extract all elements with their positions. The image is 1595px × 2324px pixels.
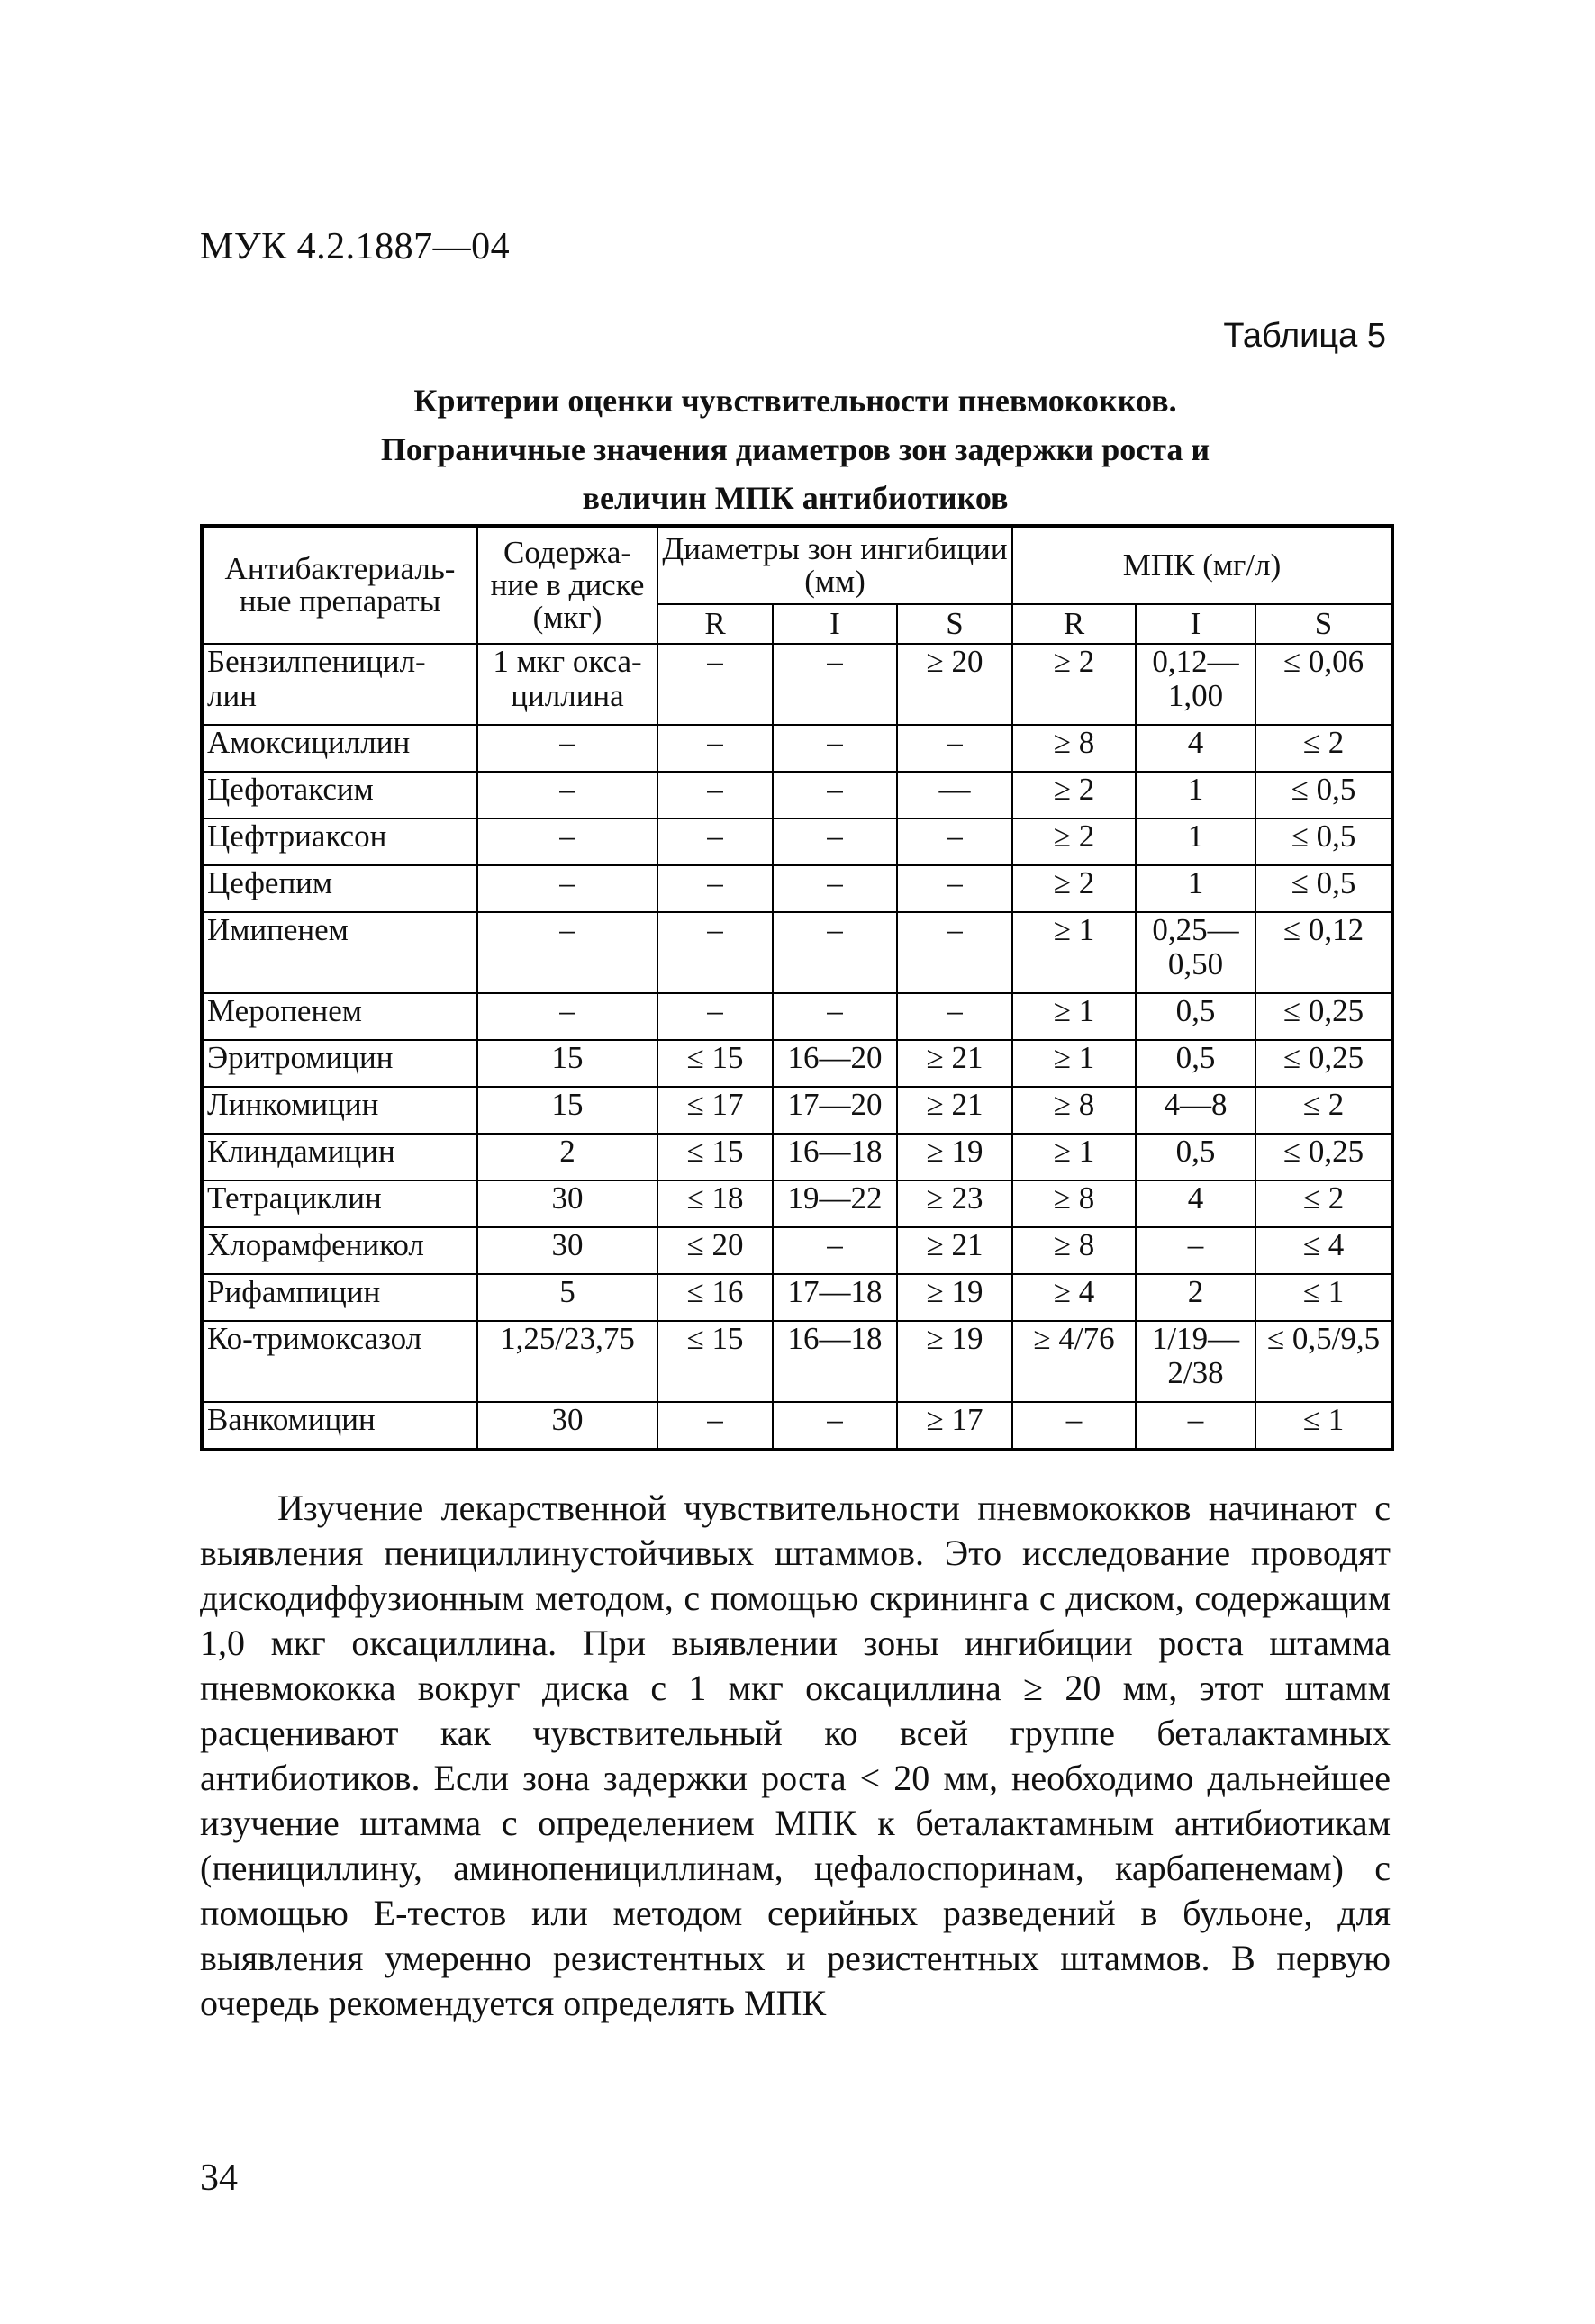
cell-zS: ≥ 21 <box>897 1227 1012 1274</box>
cell-zS: ≥ 21 <box>897 1087 1012 1134</box>
cell-zS: ≥ 19 <box>897 1274 1012 1321</box>
cell-zR: ≤ 15 <box>657 1040 773 1087</box>
cell-content: – <box>477 725 657 772</box>
cell-content: – <box>477 993 657 1040</box>
table-row <box>202 865 1392 912</box>
cell-mS: ≤ 4 <box>1255 1227 1392 1274</box>
cell-mS: ≤ 0,25 <box>1255 1040 1392 1087</box>
cell-zI: – <box>773 993 897 1040</box>
header-zone-s: S <box>897 604 1012 644</box>
cell-zR: – <box>657 912 773 993</box>
cell-mI: 1 <box>1136 818 1255 865</box>
cell-mS: ≤ 0,25 <box>1255 993 1392 1040</box>
cell-drug: Клиндамицин <box>202 1134 477 1180</box>
cell-drug: Бензилпеницил-лин <box>202 644 477 725</box>
cell-zI: 17—18 <box>773 1274 897 1321</box>
cell-drug: Рифампицин <box>202 1274 477 1321</box>
cell-zR: – <box>657 1402 773 1450</box>
table-row <box>202 993 1392 1040</box>
cell-mI: 0,12—1,00 <box>1136 644 1255 725</box>
cell-mI: 0,5 <box>1136 1040 1255 1087</box>
cell-mR: ≥ 4 <box>1012 1274 1136 1321</box>
cell-zI: 16—18 <box>773 1321 897 1402</box>
table-caption <box>200 376 1391 522</box>
cell-mI: 1 <box>1136 865 1255 912</box>
cell-mI: 4 <box>1136 1180 1255 1227</box>
cell-zR: ≤ 20 <box>657 1227 773 1274</box>
cell-zI: – <box>773 1402 897 1450</box>
cell-mR: ≥ 1 <box>1012 1040 1136 1087</box>
caption-line-1: Критерии оценки чувствительности пневмококков. <box>413 383 1177 419</box>
cell-zR: – <box>657 818 773 865</box>
table-row <box>202 772 1392 818</box>
cell-content: 1 мкг окса-циллина <box>477 644 657 725</box>
cell-zI: – <box>773 1227 897 1274</box>
cell-mI: 1 <box>1136 772 1255 818</box>
cell-zS: ≥ 20 <box>897 644 1012 725</box>
table-row <box>202 1274 1392 1321</box>
table-body <box>202 644 1392 1450</box>
cell-zI: 17—20 <box>773 1087 897 1134</box>
cell-drug: Ванкомицин <box>202 1402 477 1450</box>
cell-content: 1,25/23,75 <box>477 1321 657 1402</box>
cell-mS: ≤ 2 <box>1255 725 1392 772</box>
cell-mR: – <box>1012 1402 1136 1450</box>
header-disc-content: Содержа-ние в диске (мкг) <box>477 526 657 644</box>
cell-content: 5 <box>477 1274 657 1321</box>
cell-drug: Амоксициллин <box>202 725 477 772</box>
cell-drug: Имипенем <box>202 912 477 993</box>
cell-zS: – <box>897 912 1012 993</box>
cell-zR: ≤ 18 <box>657 1180 773 1227</box>
cell-mI: 4 <box>1136 725 1255 772</box>
cell-mR: ≥ 8 <box>1012 1087 1136 1134</box>
cell-mS: ≤ 1 <box>1255 1402 1392 1450</box>
cell-drug: Ко-тримоксазол <box>202 1321 477 1402</box>
cell-drug: Хлорамфеникол <box>202 1227 477 1274</box>
cell-content: 15 <box>477 1087 657 1134</box>
cell-mR: ≥ 4/76 <box>1012 1321 1136 1402</box>
cell-mS: ≤ 0,25 <box>1255 1134 1392 1180</box>
cell-content: – <box>477 772 657 818</box>
cell-drug: Тетрациклин <box>202 1180 477 1227</box>
cell-mI: 0,5 <box>1136 993 1255 1040</box>
cell-zS: ≥ 19 <box>897 1321 1012 1402</box>
cell-mI: – <box>1136 1227 1255 1274</box>
cell-drug: Линкомицин <box>202 1087 477 1134</box>
cell-zS: ≥ 19 <box>897 1134 1012 1180</box>
table-row <box>202 912 1392 993</box>
cell-zI: 16—18 <box>773 1134 897 1180</box>
cell-zR: – <box>657 644 773 725</box>
table-row <box>202 1134 1392 1180</box>
table-row <box>202 1040 1392 1087</box>
table-row <box>202 1180 1392 1227</box>
cell-mR: ≥ 2 <box>1012 865 1136 912</box>
cell-zR: – <box>657 725 773 772</box>
cell-content: – <box>477 865 657 912</box>
cell-content: 30 <box>477 1227 657 1274</box>
cell-mI: – <box>1136 1402 1255 1450</box>
cell-mR: ≥ 8 <box>1012 1227 1136 1274</box>
cell-zS: – <box>897 865 1012 912</box>
cell-zI: 19—22 <box>773 1180 897 1227</box>
table-row <box>202 644 1392 725</box>
cell-mS: ≤ 0,5/9,5 <box>1255 1321 1392 1402</box>
cell-zR: – <box>657 772 773 818</box>
cell-mS: ≤ 0,12 <box>1255 912 1392 993</box>
cell-mR: ≥ 2 <box>1012 818 1136 865</box>
cell-mR: ≥ 1 <box>1012 1134 1136 1180</box>
table-row <box>202 1321 1392 1402</box>
table-row <box>202 1402 1392 1450</box>
cell-drug: Цефепим <box>202 865 477 912</box>
cell-content: 30 <box>477 1180 657 1227</box>
header-mic-i: I <box>1136 604 1255 644</box>
cell-zI: 16—20 <box>773 1040 897 1087</box>
caption-line-2: Пограничные значения диаметров зон задержки роста и <box>380 431 1210 467</box>
cell-zR: ≤ 15 <box>657 1134 773 1180</box>
cell-mS: ≤ 0,5 <box>1255 772 1392 818</box>
cell-mI: 0,25—0,50 <box>1136 912 1255 993</box>
cell-mR: ≥ 1 <box>1012 912 1136 993</box>
cell-mS: ≤ 1 <box>1255 1274 1392 1321</box>
cell-zS: – <box>897 725 1012 772</box>
header-mic-r: R <box>1012 604 1136 644</box>
cell-content: – <box>477 912 657 993</box>
cell-mI: 1/19—2/38 <box>1136 1321 1255 1402</box>
header-zone-diameters: Диаметры зон ингибиции (мм) <box>657 526 1012 604</box>
cell-mS: ≤ 0,5 <box>1255 818 1392 865</box>
table-number-label: Таблица 5 <box>1223 317 1386 355</box>
cell-zR: ≤ 17 <box>657 1087 773 1134</box>
cell-drug: Цефотаксим <box>202 772 477 818</box>
cell-content: 2 <box>477 1134 657 1180</box>
table-row <box>202 818 1392 865</box>
cell-zS: ≥ 17 <box>897 1402 1012 1450</box>
cell-zI: – <box>773 865 897 912</box>
cell-zI: – <box>773 772 897 818</box>
cell-zR: ≤ 15 <box>657 1321 773 1402</box>
cell-content: – <box>477 818 657 865</box>
document-code: МУК 4.2.1887—04 <box>200 226 511 267</box>
cell-drug: Эритромицин <box>202 1040 477 1087</box>
header-zone-i: I <box>773 604 897 644</box>
cell-content: 15 <box>477 1040 657 1087</box>
cell-drug: Меропенем <box>202 993 477 1040</box>
cell-mR: ≥ 8 <box>1012 725 1136 772</box>
caption-line-3: величин МПК антибиотиков <box>582 480 1009 516</box>
cell-content: 30 <box>477 1402 657 1450</box>
cell-mI: 2 <box>1136 1274 1255 1321</box>
header-zone-r: R <box>657 604 773 644</box>
cell-mR: ≥ 2 <box>1012 772 1136 818</box>
susceptibility-table <box>200 524 1394 1451</box>
body-paragraph: Изучение лекарственной чувствительности пневмококков начинают с выявления пенициллинустойчивых штаммов. Это исследование проводят дискодиффузионным методом, с помощью скрининга с диском, содержащим 1,0 мкг оксациллина. При выявлении зоны ингибиции роста штамма пневмококка вокруг диска с 1 мкг оксациллина ≥ 20 мм, этот штамм расценивают как чувствительный ко всей группе беталактамных антибиотиков. Если зона задержки роста < 20 мм, необходимо дальнейшее изучение штамма с определением МПК к беталактамным антибиотикам (пенициллину, аминопенициллинам, цефалоспоринам, карбапенемам) с помощью Е-тестов или методом серийных разведений в бульоне, для выявления умеренно резистентных и резистентных штаммов. В первую очередь рекомендуется определять МПК <box>200 1488 1391 2023</box>
header-mic: МПК (мг/л) <box>1012 526 1392 604</box>
cell-mS: ≤ 2 <box>1255 1180 1392 1227</box>
cell-zS: ≥ 23 <box>897 1180 1012 1227</box>
cell-zR: – <box>657 865 773 912</box>
cell-zS: – <box>897 818 1012 865</box>
cell-mR: ≥ 2 <box>1012 644 1136 725</box>
cell-zI: – <box>773 912 897 993</box>
cell-mS: ≤ 0,06 <box>1255 644 1392 725</box>
cell-drug: Цефтриаксон <box>202 818 477 865</box>
cell-zI: – <box>773 644 897 725</box>
cell-zS: – <box>897 993 1012 1040</box>
table-row <box>202 1227 1392 1274</box>
cell-mR: ≥ 8 <box>1012 1180 1136 1227</box>
cell-zR: – <box>657 993 773 1040</box>
cell-zS: — <box>897 772 1012 818</box>
cell-zR: ≤ 16 <box>657 1274 773 1321</box>
table-row <box>202 725 1392 772</box>
table-row <box>202 1087 1392 1134</box>
cell-zI: – <box>773 725 897 772</box>
cell-mS: ≤ 0,5 <box>1255 865 1392 912</box>
cell-mI: 0,5 <box>1136 1134 1255 1180</box>
cell-mS: ≤ 2 <box>1255 1087 1392 1134</box>
cell-zI: – <box>773 818 897 865</box>
cell-mI: 4—8 <box>1136 1087 1255 1134</box>
cell-mR: ≥ 1 <box>1012 993 1136 1040</box>
cell-zS: ≥ 21 <box>897 1040 1012 1087</box>
header-mic-s: S <box>1255 604 1392 644</box>
page-number: 34 <box>200 2157 238 2199</box>
header-drug: Антибактериаль-ные препараты <box>202 526 477 644</box>
